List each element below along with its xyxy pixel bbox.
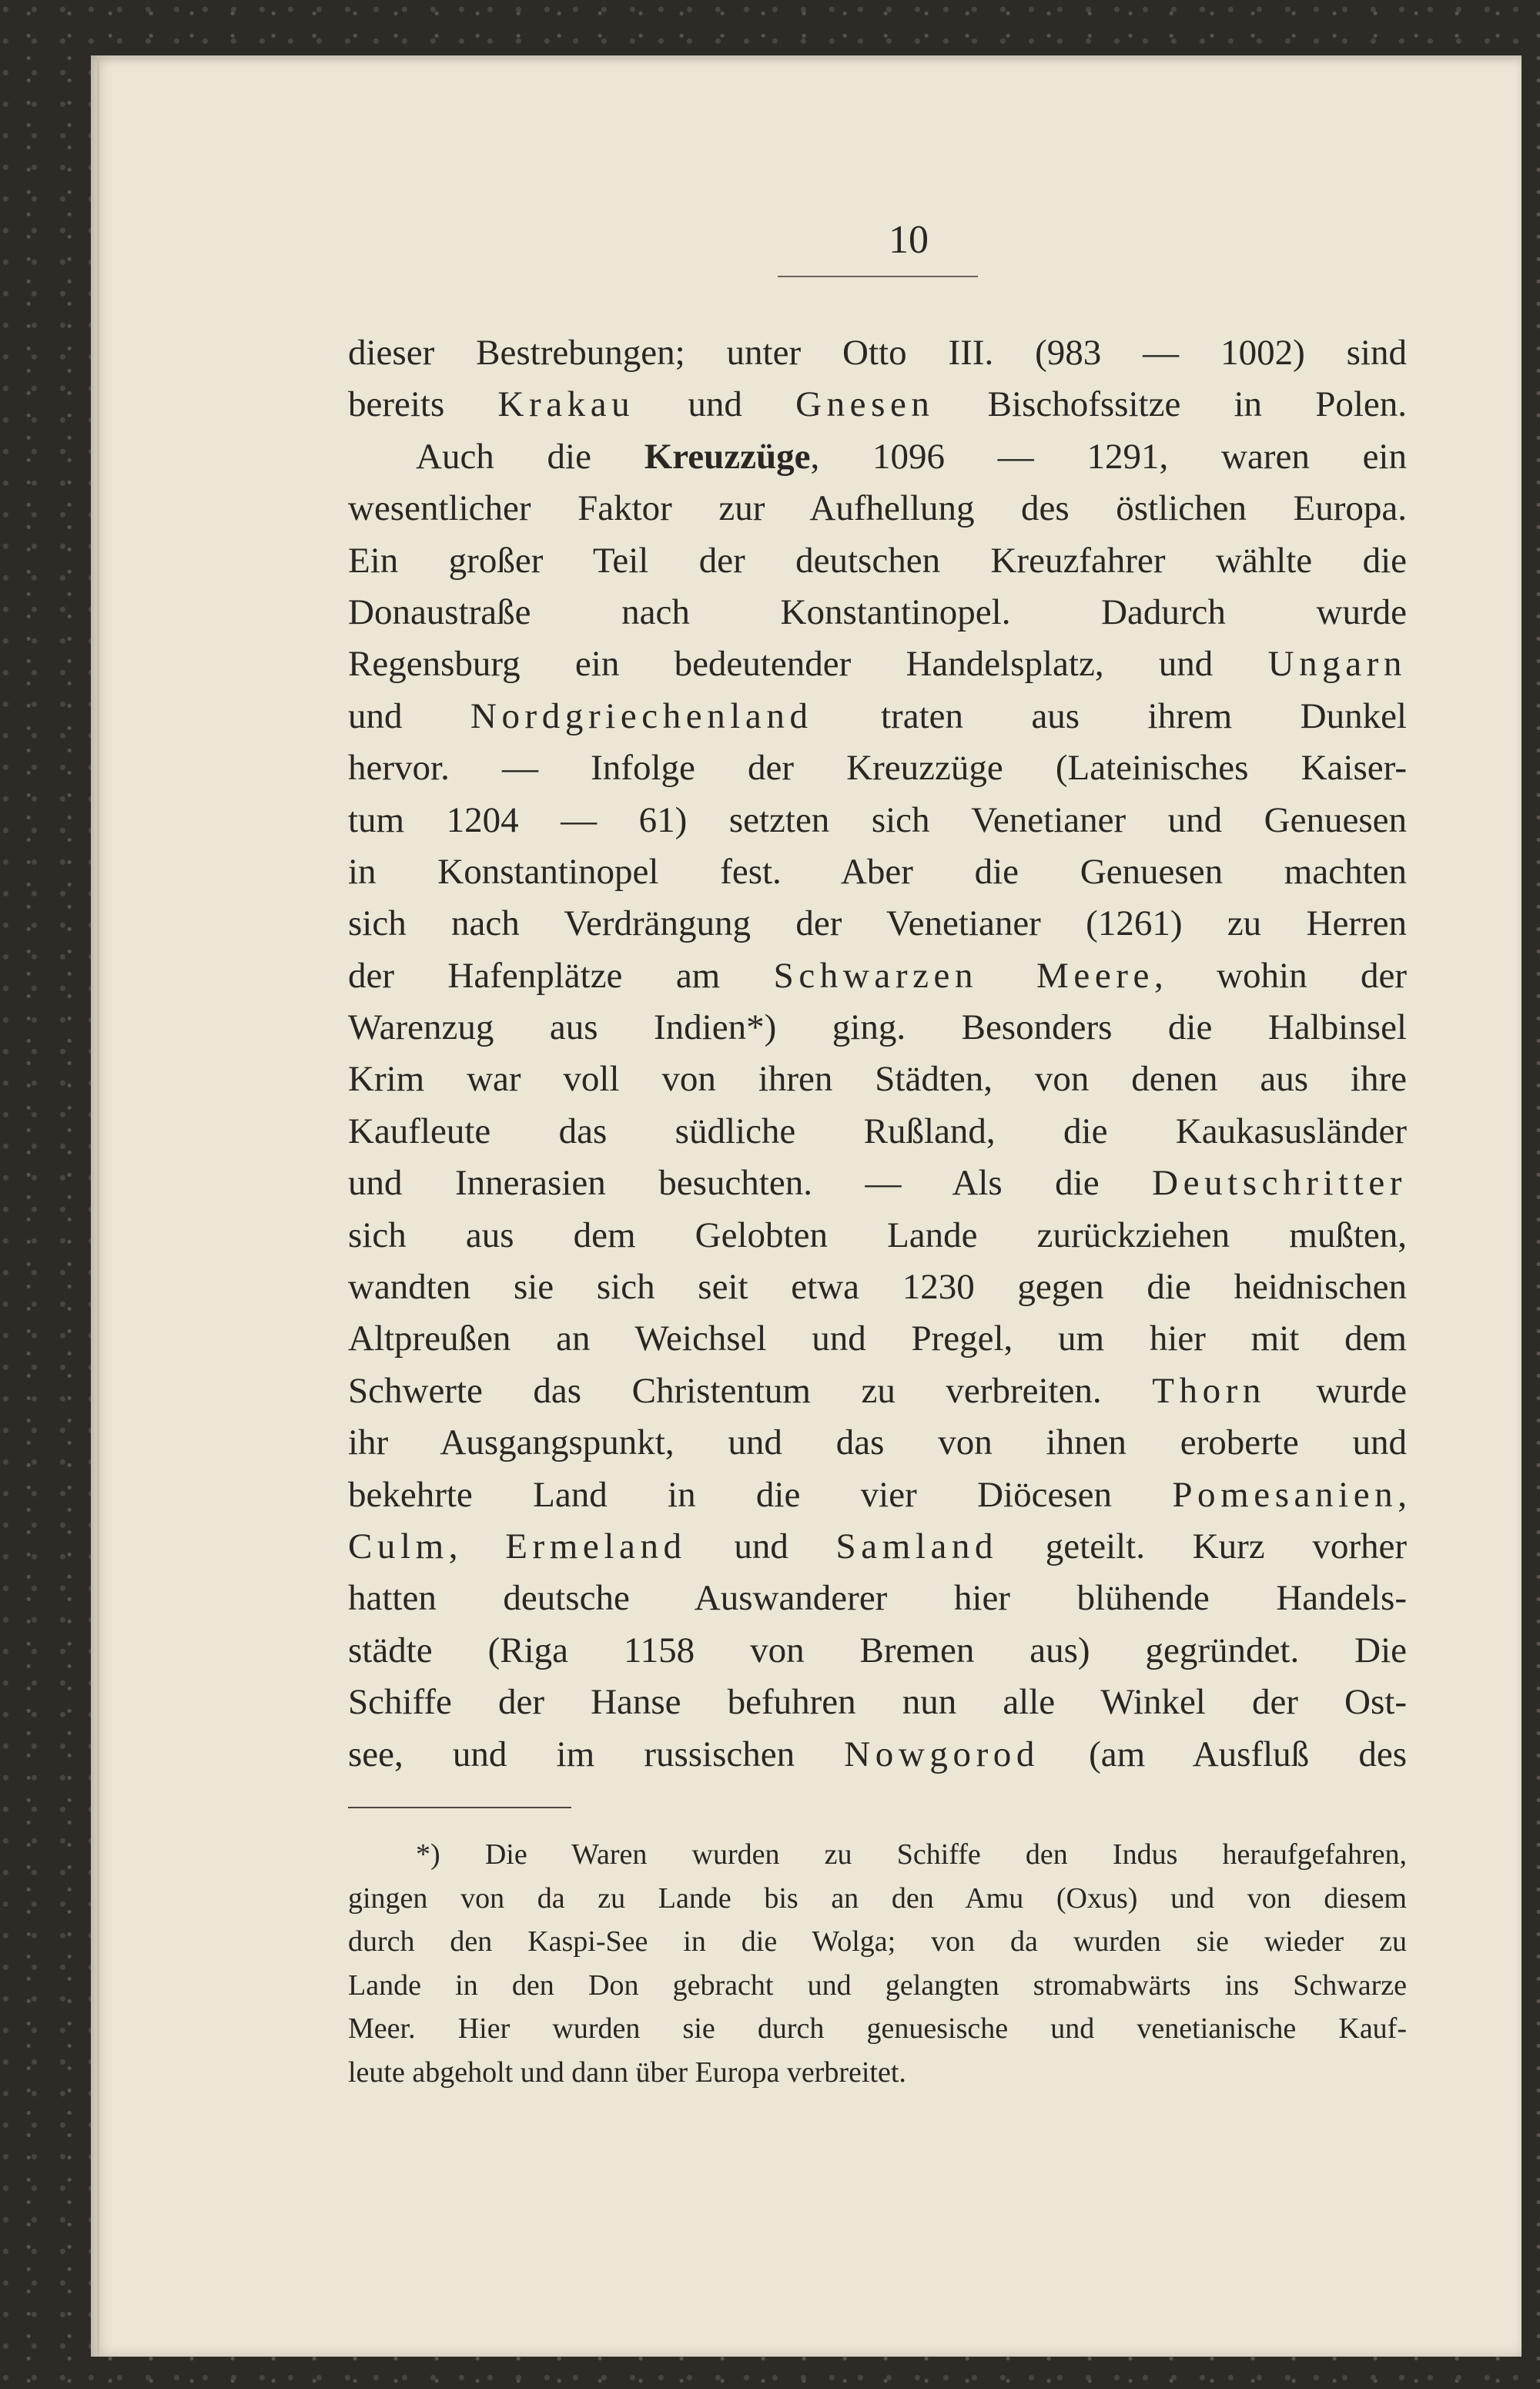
footnote-rule — [348, 1807, 571, 1808]
body-text — [348, 327, 1407, 1781]
text-line — [348, 1002, 1407, 1054]
page-number-rule — [778, 276, 978, 277]
text-line — [348, 950, 1407, 1002]
footnote-line: gingen von da zu Lande bis an den Amu (Oxus) und von diesem — [348, 1881, 1407, 1915]
text-segment: , — [1398, 1474, 1407, 1515]
spaced-term: Samland — [835, 1526, 999, 1566]
text-line — [348, 898, 1407, 950]
text-line — [348, 1625, 1407, 1677]
text-line — [348, 1313, 1407, 1365]
text-segment: dieser Bestrebungen; unter Otto III. (983 — 1002) sind — [348, 333, 1407, 373]
footnote-line: durch den Kaspi-See in die Wolga; von da wurden sie wieder zu — [348, 1925, 1407, 1958]
text-line — [348, 587, 1407, 638]
text-line — [348, 1417, 1407, 1469]
footnote-line: Meer. Hier wurden sie durch genuesische und venetianische Kauf- — [348, 2012, 1407, 2045]
text-segment: Warenzug aus Indien*) ging. Besonders die Halbinsel — [348, 1007, 1407, 1048]
text-line — [348, 638, 1407, 690]
text-line — [348, 742, 1407, 794]
text-line — [348, 795, 1407, 846]
text-segment: traten aus ihrem Dunkel — [812, 695, 1407, 736]
text-segment: , 1096 — 1291, waren ein — [810, 436, 1407, 477]
text-segment: tum 1204 — 61) setzten sich Venetianer und Genuesen — [348, 799, 1407, 840]
bold-term: Kreuzzüge — [644, 436, 811, 477]
text-line — [348, 1573, 1407, 1624]
text-segment: Krim war voll von ihren Städten, von denen aus ihre — [348, 1059, 1407, 1100]
text-line — [348, 1521, 1407, 1573]
text-segment: see, und im russischen — [348, 1734, 845, 1774]
text-line — [348, 535, 1407, 587]
spaced-term: Culm — [348, 1526, 449, 1566]
spaced-term: Krakau — [497, 384, 635, 425]
footnote-line: leute abgeholt und dann über Europa verbreitet. — [348, 2056, 906, 2089]
text-segment: ihr Ausgangspunkt, und das von ihnen eroberte und — [348, 1422, 1407, 1463]
text-line — [348, 1262, 1407, 1313]
text-segment: in Konstantinopel fest. Aber die Genuesen machten — [348, 851, 1407, 892]
spaced-term: Schwarzen Meere — [773, 955, 1154, 996]
footnote-line: *) Die Waren wurden zu Schiffe den Indus heraufgefahren, — [416, 1838, 1407, 1871]
spaced-term: Thorn — [1152, 1370, 1266, 1411]
text-segment: , — [448, 1526, 506, 1566]
spaced-term: Pomesanien — [1172, 1474, 1398, 1515]
page-number: 10 — [889, 218, 929, 262]
text-segment: und — [634, 384, 796, 425]
text-segment: geteilt. Kurz vorher — [998, 1526, 1408, 1566]
text-segment: Kaufleute das südliche Rußland, die Kaukasusländer — [348, 1111, 1407, 1151]
text-line — [348, 846, 1407, 898]
text-line — [348, 1158, 1407, 1209]
text-line — [348, 327, 1407, 379]
spaced-term: Nowgorod — [844, 1734, 1040, 1774]
text-line — [348, 691, 1407, 742]
text-segment: sich aus dem Gelobten Lande zurückziehen mußten, — [348, 1215, 1407, 1255]
text-segment: bekehrte Land in die vier Diöcesen — [348, 1474, 1173, 1515]
text-line — [348, 1106, 1407, 1158]
text-segment: hatten deutsche Auswanderer hier blühende Handels- — [348, 1578, 1407, 1619]
text-segment: hervor. — Infolge der Kreuzzüge (Lateinisches Kaiser- — [348, 748, 1407, 789]
text-segment: Altpreußen an Weichsel und Pregel, um hier mit dem — [348, 1318, 1407, 1359]
text-segment: wesentlicher Faktor zur Aufhellung des östlichen Europa. — [348, 488, 1407, 529]
text-line — [348, 1365, 1407, 1417]
text-segment: der Hafenplätze am — [348, 955, 774, 996]
text-segment: , wohin der — [1153, 955, 1407, 996]
text-segment: städte (Riga 1158 von Bremen aus) gegründet. Die — [348, 1630, 1407, 1670]
text-line — [348, 1054, 1407, 1105]
page-gutter — [97, 55, 99, 2357]
text-line — [348, 483, 1407, 534]
text-line — [348, 1469, 1407, 1521]
text-line — [348, 1677, 1407, 1728]
spaced-term: Deutschritter — [1152, 1163, 1407, 1204]
text-segment: Auch die — [416, 436, 644, 477]
text-segment: und — [348, 695, 470, 736]
text-segment: Schwerte das Christentum zu verbreiten. — [348, 1370, 1153, 1411]
text-line — [348, 1210, 1407, 1262]
text-segment: Ein großer Teil der deutschen Kreuzfahrer wählte die — [348, 540, 1407, 581]
spaced-term: Gnesen — [795, 384, 935, 425]
text-segment: wandten sie sich seit etwa 1230 gegen die heidnischen — [348, 1267, 1407, 1308]
text-segment: Bischofssitze in Polen. — [934, 384, 1408, 425]
text-segment: und Innerasien besuchten. — Als die — [348, 1163, 1153, 1204]
text-line — [348, 1729, 1407, 1781]
text-segment: und — [686, 1526, 836, 1566]
spaced-term: Ungarn — [1267, 644, 1407, 685]
text-line — [348, 431, 1407, 483]
text-segment: Donaustraße nach Konstantinopel. Dadurch wurde — [348, 591, 1407, 632]
footnote-line: Lande in den Don gebracht und gelangten stromabwärts ins Schwarze — [348, 1968, 1407, 2002]
spaced-term: Nordgriechenland — [470, 695, 813, 736]
text-segment: wurde — [1265, 1370, 1407, 1411]
spaced-term: Ermeland — [505, 1526, 687, 1566]
text-segment: Schiffe der Hanse befuhren nun alle Winkel der Ost- — [348, 1682, 1407, 1723]
text-segment: sich nach Verdrängung der Venetianer (1261) zu Herren — [348, 903, 1407, 944]
text-line — [348, 379, 1407, 431]
text-segment: Regensburg ein bedeutender Handelsplatz, und — [348, 644, 1268, 685]
text-segment: (am Ausfluß des — [1039, 1734, 1407, 1774]
text-segment: bereits — [348, 384, 498, 425]
footnote — [348, 1833, 1407, 2094]
